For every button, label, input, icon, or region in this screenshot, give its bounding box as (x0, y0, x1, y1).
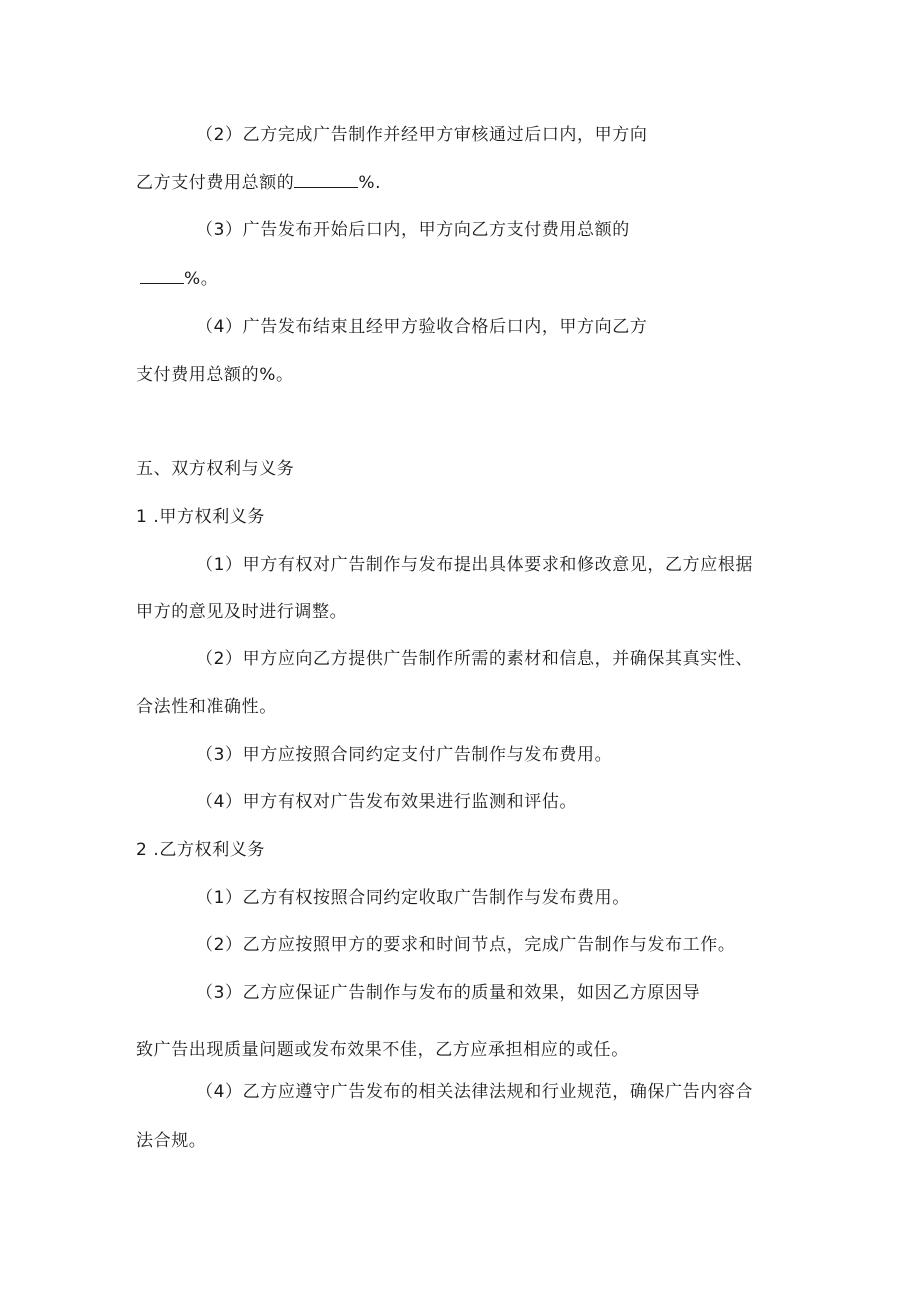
payment-item-3-line-1: （3）广告发布开始后口内，甲方向乙方支付费用总额的 (196, 220, 630, 240)
payment-item-4-line-1: （4）广告发布结束且经甲方验收合格后口内，甲方向乙方 (196, 317, 648, 337)
section-heading: 五、双方权利与义务 (136, 459, 295, 479)
party-b-heading: 2 .乙方权利义务 (136, 840, 266, 860)
party-a-item-1-line-1: （1）甲方有权对广告制作与发布提出具体要求和修改意见，乙方应根据 (196, 555, 754, 575)
payment-item-2-suffix: %. (358, 173, 382, 193)
party-b-item-1: （1）乙方有权按照合同约定收取广告制作与发布费用。 (196, 888, 630, 908)
party-a-heading: 1 .甲方权利义务 (136, 507, 266, 527)
party-a-item-2-line-2: 合法性和准确性。 (136, 697, 277, 717)
party-a-item-4: （4）甲方有权对广告发布效果进行监测和评估。 (196, 792, 578, 812)
party-b-item-4-line-1: （4）乙方应遵守广告发布的相关法律法规和行业规范，确保广告内容合 (196, 1082, 754, 1102)
payment-item-2-line-1: （2）乙方完成广告制作并经甲方审核通过后口内，甲方向 (196, 125, 648, 145)
party-a-item-1-line-2: 甲方的意见及时进行调整。 (136, 602, 348, 622)
party-b-item-3-line-2: 致广告出现质量问题或发布效果不佳，乙方应承担相应的或任。 (136, 1040, 629, 1060)
payment-item-2-line-2 (136, 172, 381, 194)
party-b-item-3-line-1: （3）乙方应保证广告制作与发布的质量和效果，如因乙方原因导 (196, 983, 701, 1003)
party-b-item-2: （2）乙方应按照甲方的要求和时间节点，完成广告制作与发布工作。 (196, 935, 736, 955)
party-a-item-3: （3）甲方应按照合同约定支付广告制作与发布费用。 (196, 745, 613, 765)
payment-item-3-suffix: %。 (184, 269, 219, 289)
party-b-item-4-line-2: 法合规。 (136, 1131, 207, 1151)
payment-item-2-prefix: 乙方支付费用总额的 (136, 173, 295, 193)
amount-blank (140, 269, 184, 284)
party-a-item-2-line-1: （2）甲方应向乙方提供广告制作所需的素材和信息，并确保其真实性、 (196, 649, 754, 669)
payment-item-4-line-2: 支付费用总额的%。 (136, 365, 294, 385)
amount-blank (294, 173, 358, 188)
payment-item-3-line-2 (140, 268, 218, 290)
